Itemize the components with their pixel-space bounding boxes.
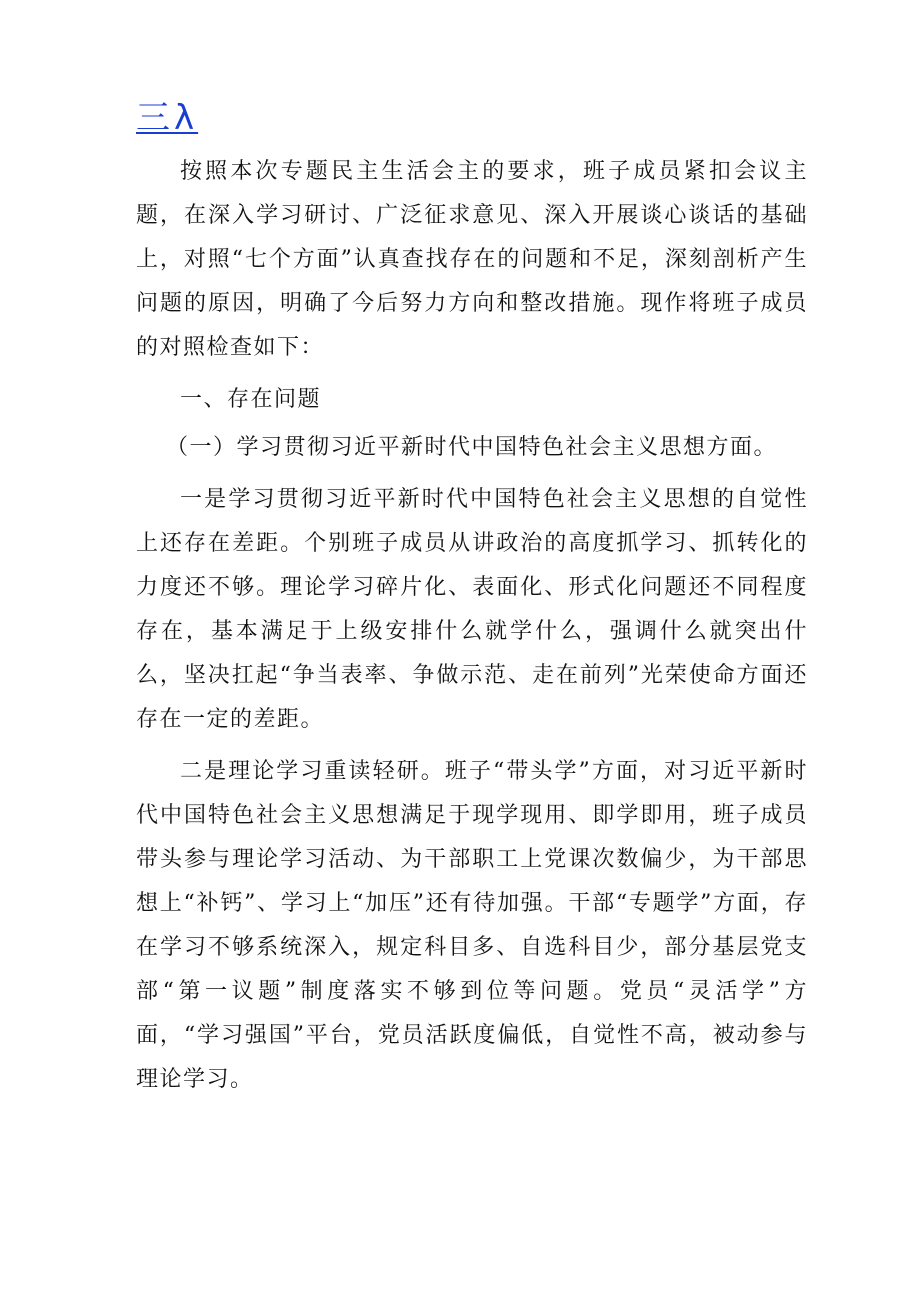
document-body [136,150,808,1102]
subsection-heading-study: （一）学习贯彻习近平新时代中国特色社会主义思想方面。 [166,435,778,460]
paragraph-point-1: 一是学习贯彻习近平新时代中国特色社会主义思想的自觉性上还存在差距。个别班子成员从讲政治的高度抓学习、抓转化的力度还不够。理论学习碎片化、表面化、形式化问题还不同程度存在，基本满足于上级安排什么就学什么，强调什么就突出什么，坚决扛起“争当表率、争做示范、走在前列”光荣使命方面还存在一定的差距。 [136,487,808,732]
intro-paragraph: 按照本次专题民主生活会主的要求，班子成员紧扣会议主题，在深入学习研讨、广泛征求意见、深入开展谈心谈话的基础上，对照“七个方面”认真查找存在的问题和不足，深刻剖析产生问题的原因，明确了今后努力方向和整改措施。现作将班子成员的对照检查如下： [136,159,808,360]
section-heading-problems: 一、存在问题 [180,387,322,412]
header-mark: 三λ [136,98,199,138]
paragraph-point-2: 二是理论学习重读轻研。班子“带头学”方面，对习近平新时代中国特色社会主义思想满足于现学现用、即学即用，班子成员带头参与理论学习活动、为干部职工上党课次数偏少，为干部思想上“补钙”、学习上“加压”还有待加强。干部“专题学”方面，存在学习不够系统深入，规定科目多、自选科目少，部分基层党支部“第一议题”制度落实不够到位等问题。党员“灵活学”方面，“学习强国”平台，党员活跃度偏低，自觉性不高，被动参与理论学习。 [136,759,808,1092]
